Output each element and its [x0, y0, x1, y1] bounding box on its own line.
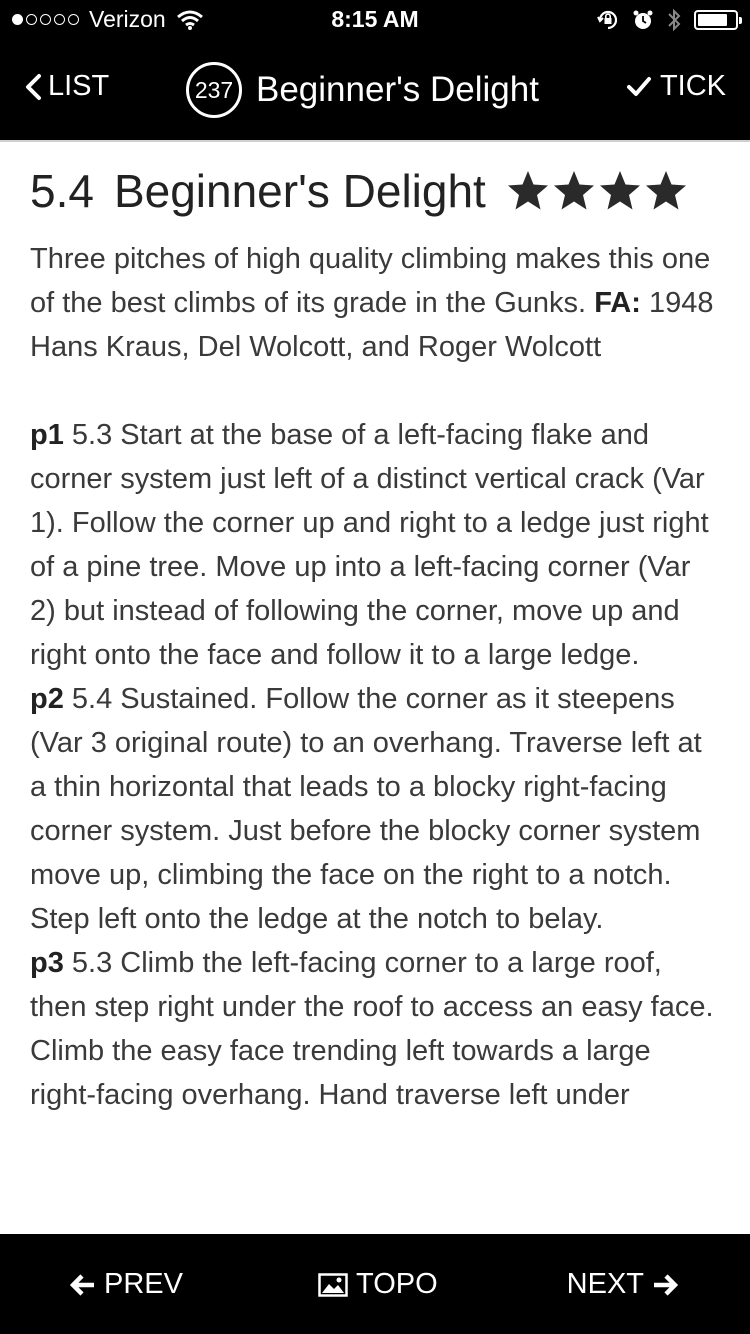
- star-icon: [598, 169, 642, 213]
- next-label: NEXT: [566, 1268, 644, 1300]
- fa-label: FA:: [594, 287, 641, 319]
- bluetooth-icon: [666, 7, 682, 33]
- pitch-p2: [30, 677, 720, 941]
- fa-text: 1948 Hans Kraus, Del Wolcott, and Roger Wolcott: [30, 287, 714, 363]
- nav-title: Beginner's Delight: [256, 70, 539, 109]
- battery-icon: [694, 10, 738, 30]
- status-bar: [0, 0, 750, 40]
- alarm-icon: [632, 9, 654, 31]
- bottom-toolbar: [0, 1234, 750, 1334]
- pitch-p3: [30, 941, 720, 1117]
- status-right: [596, 7, 738, 33]
- back-label: LIST: [48, 70, 110, 102]
- topo-button[interactable]: [318, 1268, 438, 1301]
- nav-bar: [0, 40, 750, 140]
- checkmark-icon: [626, 76, 652, 98]
- status-time: 8:15 AM: [331, 6, 419, 32]
- description-text: Three pitches of high quality climbing makes this one of the best climbs of its grade in the Gunks.: [30, 243, 711, 319]
- carrier-name: Verizon: [89, 6, 166, 32]
- star-icon: [552, 169, 596, 213]
- pitch-label: p1: [30, 419, 64, 451]
- rotation-lock-icon: [596, 8, 620, 32]
- battery-level: [698, 14, 727, 26]
- arrow-left-icon: [70, 1273, 96, 1297]
- route-name: Beginner's Delight: [113, 165, 486, 217]
- next-button[interactable]: [567, 1268, 678, 1301]
- star-icon: [644, 169, 688, 213]
- pitch-text: 5.3 Start at the base of a left-facing flake and corner system just left of a distinct vertical crack (Var 1). Follow the corner up and right to a ledge just right of a pine tree. Move up into a left-facing corner (Var 2) but instead of following the corner, move up and right onto the face and follow it to a large ledge.: [30, 419, 709, 671]
- nav-title-group: [186, 62, 539, 118]
- tick-label: TICK: [659, 70, 726, 102]
- star-icon: [506, 169, 550, 213]
- route-header: [30, 164, 688, 218]
- route-number-badge: 237: [186, 62, 242, 118]
- prev-button[interactable]: [70, 1268, 183, 1301]
- topo-label: TOPO: [356, 1268, 438, 1300]
- pitch-label: p2: [30, 683, 64, 715]
- back-to-list-button[interactable]: [24, 70, 109, 103]
- chevron-left-icon: [24, 73, 42, 101]
- pitch-text: 5.4 Sustained. Follow the corner as it steepens (Var 3 original route) to an overhang. Traverse left at a thin horizontal that leads to a blocky right-facing corner system. Just before the blocky corner system move up, climbing the face on the right to a notch. Step left onto the ledge at the notch to belay.: [30, 683, 702, 935]
- arrow-right-icon: [652, 1273, 678, 1297]
- route-rating: [506, 169, 688, 213]
- route-description-block: [30, 237, 720, 1117]
- prev-label: PREV: [104, 1268, 183, 1300]
- pitch-text: 5.3 Climb the left-facing corner to a large roof, then step right under the roof to access an easy face. Climb the easy face trending left towards a large right-facing overhang. Hand traverse left under: [30, 947, 714, 1111]
- pitch-p1: [30, 413, 720, 677]
- tick-button[interactable]: [626, 70, 726, 103]
- route-grade: 5.4: [30, 165, 94, 217]
- image-icon: [318, 1273, 348, 1297]
- pitch-label: p3: [30, 947, 64, 979]
- route-detail-content[interactable]: [0, 140, 750, 1234]
- route-description: [30, 237, 720, 369]
- spacer: [30, 369, 720, 413]
